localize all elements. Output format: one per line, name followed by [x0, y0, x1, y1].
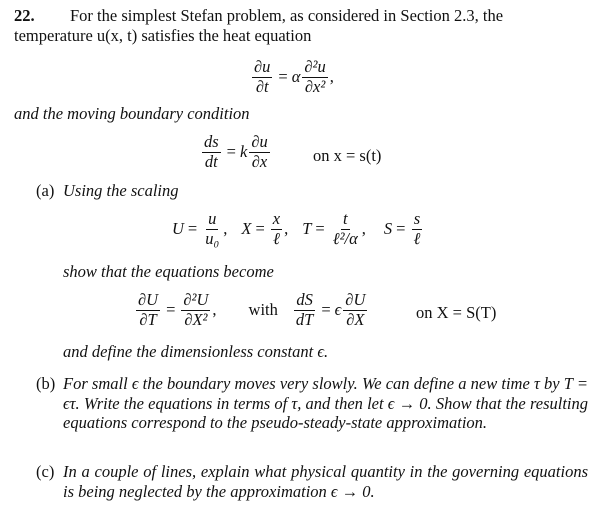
scaling-u: $\frac{u}{\text{u₀}}$	[205, 209, 220, 248]
heat-equation: $\frac{\partial u}{\partial t}$ = α $\frac{\text{∂²u}}{\text{∂x²}}$ ,	[254, 57, 334, 96]
scaled-boundary-condition: on X = S(T)	[416, 303, 497, 322]
heat-eq-lhs: $\frac{\partial u}{\partial t}$	[254, 57, 271, 96]
scaled-equations: $\frac{\partial U}{\partial T}$ = $\frac{\text{∂²U}}{\text{∂X²}}$ , with $\frac{dS}{dT}$ = ϵ $\frac{\partial U}{\partial X}$	[138, 290, 366, 329]
scaling-equations: U = $\frac{u}{\text{u₀}}$ , X = $\frac{x}{\text{ℓ}}$ , T = $\frac{t}{\text{ℓ²/α}}$ , S = $\frac{s}{\text{ℓ}}$	[172, 209, 421, 248]
heat-eq-rhs: $\frac{\text{∂²u}}{\text{∂x²}}$	[304, 57, 326, 96]
part-a-define-text: and define the dimensionless constant ϵ.	[63, 342, 329, 361]
scaled-boundary-rhs: $\frac{\partial U}{\partial X}$	[345, 290, 366, 329]
problem-number: 22.	[14, 6, 35, 25]
boundary-eq-rhs: $\frac{\partial u}{\partial x}$	[251, 132, 268, 171]
scaled-eq-rhs: $\frac{\text{∂²U}}{\text{∂X²}}$	[183, 290, 209, 329]
problem-intro-line-2: temperature u(x, t) satisfies the heat equation	[14, 26, 312, 45]
scaled-boundary-lhs: $\frac{dS}{dT}$	[295, 290, 314, 329]
scaled-eq-lhs: $\frac{\partial U}{\partial T}$	[138, 290, 159, 329]
scaling-s: $\frac{s}{\text{ℓ}}$	[413, 209, 421, 248]
part-c-label: (c)	[36, 462, 55, 481]
part-b-text: For small ϵ the boundary moves very slowly. We can define a new time τ by T = ϵτ. Write the equations in terms of τ, and then let ϵ → 0. Show that the resulting equations correspond to the pseudo-steady-state approximation.	[63, 374, 588, 432]
boundary-eq-lhs: $\frac{ds}{dt}$	[204, 132, 219, 171]
part-b-label: (b)	[36, 374, 56, 393]
part-c-text: In a couple of lines, explain what physical quantity in the governing equations is being neglected by the approximation ϵ → 0.	[63, 462, 588, 501]
scaling-x: $\frac{x}{\text{ℓ}}$	[272, 209, 281, 248]
problem-intro-line-1: For the simplest Stefan problem, as considered in Section 2.3, the	[70, 6, 504, 25]
part-a-text: Using the scaling	[63, 181, 179, 200]
with-word: with	[248, 300, 278, 320]
boundary-intro: and the moving boundary condition	[14, 104, 250, 123]
part-a-label: (a)	[36, 181, 55, 200]
part-a-show-text: show that the equations become	[63, 262, 274, 281]
boundary-condition: on x = s(t)	[313, 146, 382, 165]
scaling-t: $\frac{t}{\text{ℓ²/α}}$	[332, 209, 358, 248]
boundary-equation: $\frac{ds}{dt}$ = k $\frac{\partial u}{\partial x}$	[204, 132, 268, 171]
